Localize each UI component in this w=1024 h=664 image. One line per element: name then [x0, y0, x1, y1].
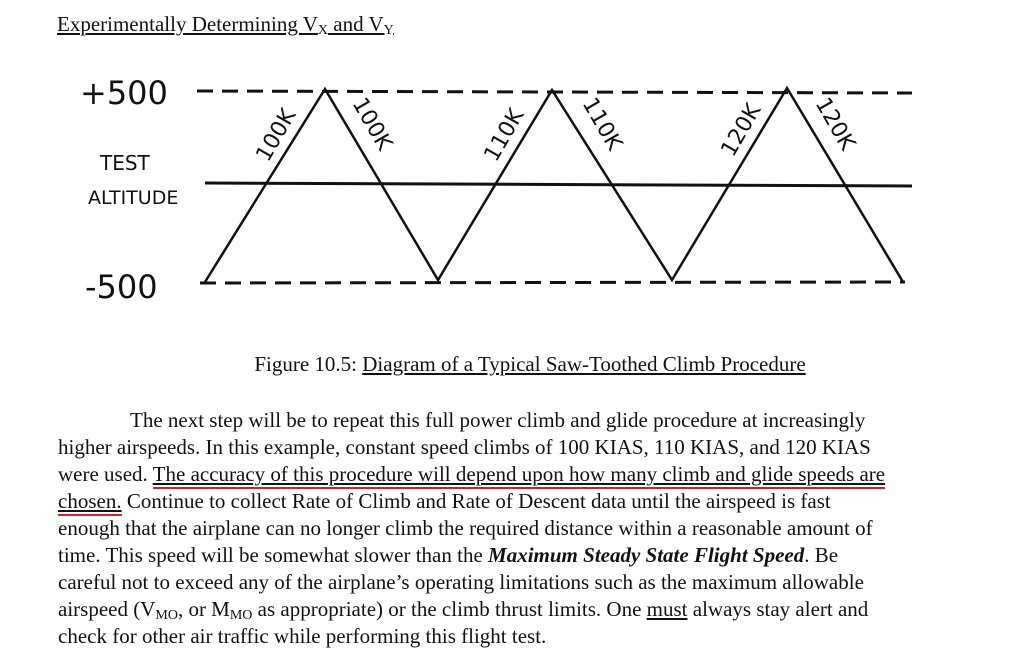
- leg-label-climb-110: 110K: [479, 104, 530, 166]
- highlighted-sentence: The accuracy of this procedure will depend upon how many climb and glide speeds are: [153, 462, 885, 489]
- text: enough that the airplane can no longer climb the required distance within a reasonable amount of: [58, 516, 873, 540]
- text-line: [58, 596, 885, 623]
- underlined-word: must: [646, 597, 688, 621]
- leg-label-descent-120: 120K: [809, 93, 860, 155]
- text: higher airspeeds. In this example, constant speed climbs of 100 KIAS, 110 KIAS, and 120 KIAS: [58, 435, 871, 459]
- test-altitude-line: [205, 183, 912, 186]
- leg-label-descent-100: 100K: [346, 93, 397, 155]
- minus-500-dashed-line: [200, 282, 905, 283]
- body-paragraph: [58, 407, 885, 650]
- leg-label-climb-100: 100K: [251, 104, 302, 166]
- text-line: [58, 623, 885, 650]
- subscript: MO: [155, 608, 178, 623]
- text-line: [58, 515, 885, 542]
- minus-500-label: -500: [85, 268, 158, 306]
- text: careful not to exceed any of the airplane’s operating limitations such as the maximum allowable: [58, 570, 864, 594]
- text: time. This speed will be somewhat slower than the: [58, 543, 489, 567]
- text-line: [58, 542, 885, 569]
- text-line: [58, 461, 885, 488]
- text-line: [58, 434, 885, 461]
- caption-prefix: Figure 10.5:: [254, 352, 363, 376]
- text: Continue to collect Rate of Climb and Rate of Descent data until the airspeed is fast: [121, 489, 831, 513]
- title-sub-x: X: [317, 23, 329, 38]
- emphasized-term: Maximum Steady State Flight Speed: [488, 543, 805, 567]
- altitude-label: ALTITUDE: [88, 187, 179, 209]
- text-line: [58, 488, 885, 515]
- subscript: MO: [229, 608, 253, 623]
- highlighted-sentence-end: chosen.: [58, 489, 122, 516]
- figure-caption: [0, 352, 1024, 377]
- title-text-mid: and V: [328, 12, 384, 36]
- leg-label-climb-120: 120K: [716, 99, 767, 161]
- test-label: TEST: [100, 151, 150, 175]
- text-line: [58, 407, 885, 434]
- title-sub-y: Y: [383, 23, 394, 38]
- text: check for other air traffic while performing this flight test.: [58, 624, 547, 648]
- text: , or M: [177, 597, 230, 621]
- text: The next step will be to repeat this full power climb and glide procedure at increasingly: [130, 408, 866, 432]
- text: as appropriate) or the climb thrust limits. One: [252, 597, 647, 621]
- leg-label-descent-110: 110K: [576, 93, 627, 155]
- text: airspeed (V: [58, 597, 156, 621]
- text: were used.: [58, 462, 153, 486]
- plus-500-label: +500: [80, 74, 168, 112]
- caption-text: Diagram of a Typical Saw-Toothed Climb Procedure: [362, 352, 806, 376]
- text: always stay alert and: [687, 597, 869, 621]
- title-text: Experimentally Determining V: [57, 12, 318, 36]
- text: . Be: [804, 543, 839, 567]
- text-line: [58, 569, 885, 596]
